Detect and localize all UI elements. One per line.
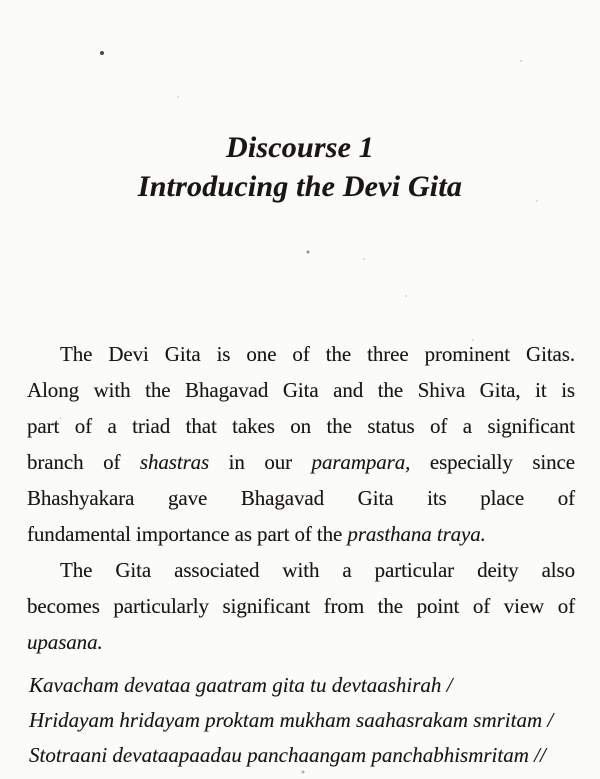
- verse-line: Hridayam hridayam proktam mukham saahasrakam smritam /: [29, 708, 554, 732]
- scan-speck: [0, 0, 2, 2]
- text-run: fundamental importance as part of the: [27, 522, 348, 546]
- italic-term: parampara,: [311, 450, 411, 474]
- text-line: [27, 444, 575, 480]
- verse-line: Kavacham devataa gaatram gita tu devtaashirah /: [29, 673, 453, 697]
- text-line: [27, 336, 575, 372]
- text-line: [27, 588, 575, 624]
- text-run: The Devi Gita is one of the three prominent Gitas.: [60, 342, 575, 366]
- text-line: [27, 516, 575, 552]
- italic-term: prasthana traya.: [347, 522, 486, 546]
- text-run: branch of: [27, 450, 140, 474]
- verse-line: Stotraani devataapaadau panchaangam panchabhismritam //: [29, 743, 546, 767]
- text-run: part of a triad that takes on the status of a significant: [27, 414, 575, 438]
- italic-term: upasana.: [27, 630, 103, 654]
- text-run: especially since: [410, 450, 575, 474]
- text-run: Bhashyakara gave Bhagavad Gita its place of: [27, 486, 575, 510]
- text-run: becomes particularly significant from the point of view of: [27, 594, 575, 618]
- text-line: [27, 372, 575, 408]
- paragraph-2: [27, 552, 575, 660]
- text-run: Along with the Bhagavad Gita and the Shiva Gita, it is: [27, 378, 575, 402]
- chapter-title-line-2: Introducing the Devi Gita: [137, 170, 463, 203]
- text-run: The Gita associated with a particular deity also: [60, 558, 575, 582]
- text-line: [27, 552, 575, 588]
- text-line: [27, 408, 575, 444]
- text-line: [27, 624, 575, 660]
- chapter-title-line-1: Discourse 1: [225, 131, 375, 164]
- paragraph-1: [27, 336, 575, 552]
- chapter-title: [0, 128, 600, 206]
- sanskrit-verse: [29, 668, 575, 773]
- text-run: in our: [209, 450, 312, 474]
- italic-term: shastras: [139, 450, 210, 474]
- text-line: [27, 480, 575, 516]
